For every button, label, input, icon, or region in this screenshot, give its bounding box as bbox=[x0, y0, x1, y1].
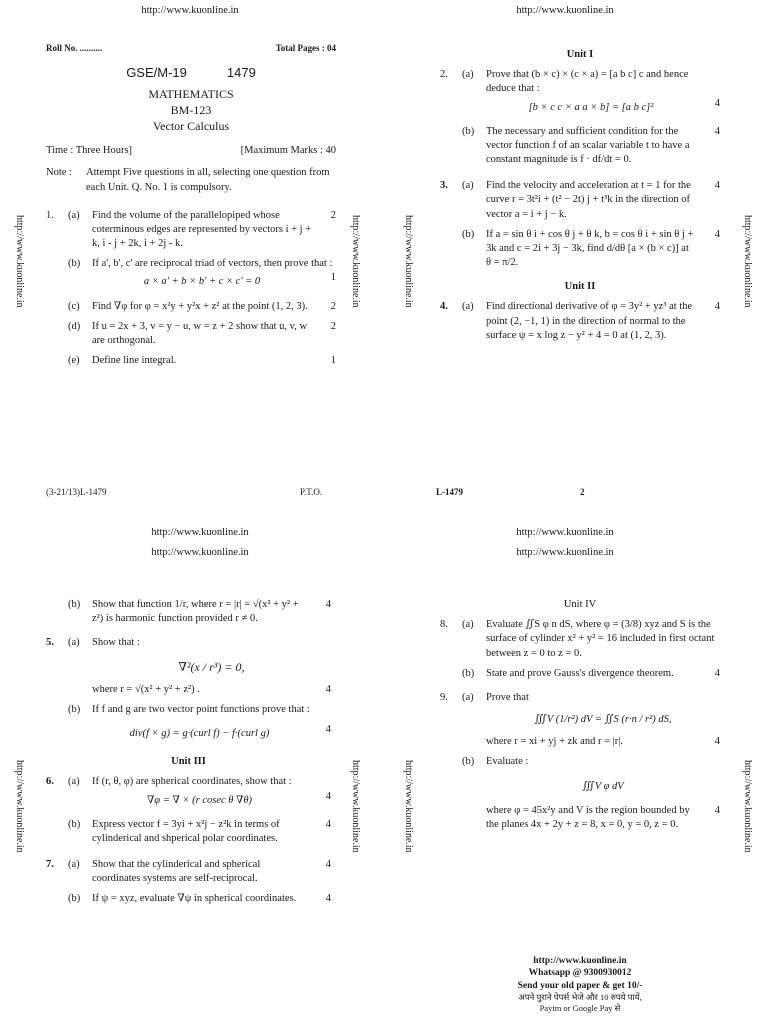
header-url-left[interactable]: http://www.kuonline.in bbox=[141, 5, 239, 16]
formula: ∭V (1/r²) dV = ∬S (r·n / r²) dS, bbox=[534, 714, 672, 726]
page-2 bbox=[440, 48, 720, 343]
side-url: http://www.kuonline.in bbox=[403, 215, 414, 308]
question-number: 7. bbox=[46, 859, 54, 871]
formula: ∭V φ dV bbox=[582, 780, 624, 792]
question-text: Show that : bbox=[92, 637, 140, 649]
question-text: If (r, θ, φ) are spherical coordinates, show that : bbox=[92, 776, 292, 788]
header-url-mid-left-2[interactable]: http://www.kuonline.in bbox=[151, 547, 249, 558]
promo-block bbox=[480, 955, 680, 1014]
marks: 4 bbox=[714, 97, 720, 109]
part-label: (a) bbox=[68, 209, 80, 221]
paper-number: 1479 bbox=[226, 65, 256, 81]
page-1-footer-right: P.T.O. bbox=[300, 487, 323, 497]
question-text: The necessary and sufficient condition for the vector function f of an scalar variable t to have a constant magnitude is f · df/dt = 0. bbox=[486, 125, 690, 166]
paper-title: Vector Calculus bbox=[152, 119, 230, 134]
part-label: (a) bbox=[462, 301, 474, 313]
formula-where: where r = xi + yj + zk and r = |r|. bbox=[486, 736, 623, 748]
question-text: If ψ = xyz, evaluate ∇ψ in spherical coordinates. bbox=[92, 893, 297, 905]
part-label: (a) bbox=[462, 180, 474, 192]
side-url: http://www.kuonline.in bbox=[350, 215, 361, 308]
question-text: If a = sin θ i + cos θ j + θ k, b = cos θ i + sin θ j + 3k and c = 2i + 3j − 3k, find d/dθ [a × (b × c)] at θ = π/2. bbox=[486, 228, 694, 269]
marks: 4 bbox=[325, 818, 331, 830]
question-9b bbox=[440, 755, 720, 769]
question-5b bbox=[46, 703, 331, 717]
promo-whatsapp: Whatsapp @ 9300930012 bbox=[528, 968, 632, 979]
paper-code: BM-123 bbox=[170, 102, 212, 117]
formula: ∇φ = ∇ × (r cosec θ ∇θ) bbox=[146, 794, 253, 806]
question-3b bbox=[440, 228, 720, 271]
part-label: (b) bbox=[68, 893, 81, 905]
formula: ∇²(x / r³) = 0, bbox=[178, 659, 245, 674]
side-url: http://www.kuonline.in bbox=[350, 760, 361, 853]
question-1c bbox=[46, 300, 336, 314]
marks: 4 bbox=[714, 736, 720, 748]
question-number: 2. bbox=[440, 69, 448, 81]
question-text: If a', b', c' are reciprocal triad of vectors, then prove that : bbox=[92, 258, 333, 270]
marks: 4 bbox=[714, 125, 720, 137]
part-label: (b) bbox=[68, 703, 81, 715]
question-text: If f and g are two vector point functions prove that : bbox=[92, 703, 310, 715]
part-label: (a) bbox=[462, 619, 474, 631]
marks: 1 bbox=[330, 355, 336, 367]
page-2-footer-left: L-1479 bbox=[436, 487, 463, 497]
part-label: (a) bbox=[68, 637, 80, 649]
question-text: Evaluate ∬S φ n dS, where φ = (3/8) xyz and S is the surface of cylinder x² + y² = 16 included in first octant between z = 0 to z = 0. bbox=[486, 619, 715, 659]
part-label: (b) bbox=[68, 599, 81, 610]
question-4b bbox=[46, 598, 331, 626]
marks: 4 bbox=[714, 180, 720, 192]
marks: 4 bbox=[714, 228, 720, 240]
side-url: http://www.kuonline.in bbox=[403, 760, 414, 853]
question-text: Find directional derivative of φ = 3y² + yz³ at the point (2, −1, 1) in the direction of normal to the surface ψ = x log z − y² + 4 = 0 at (1, 2, 3). bbox=[486, 301, 693, 341]
question-4a bbox=[440, 300, 720, 343]
question-text: If u = 2x + 3, v = y − u, w = z + 2 show that u, v, w are orthogonal. bbox=[92, 320, 308, 346]
header-url-right[interactable]: http://www.kuonline.in bbox=[516, 5, 614, 16]
marks: 4 bbox=[325, 790, 331, 802]
promo-offer: Send your old paper & get 10/- bbox=[517, 980, 643, 991]
question-text: Prove that bbox=[486, 691, 529, 703]
unit-heading: Unit II bbox=[564, 281, 596, 293]
page-4 bbox=[440, 598, 720, 832]
side-url: http://www.kuonline.in bbox=[14, 215, 25, 308]
page-number: 2 bbox=[580, 487, 585, 497]
part-label: (b) bbox=[68, 258, 81, 270]
page-1 bbox=[46, 42, 336, 368]
question-text: Evaluate : bbox=[486, 756, 529, 768]
total-pages: Total Pages : 04 bbox=[275, 43, 336, 53]
exam-code: GSE/M-19 bbox=[126, 65, 187, 81]
part-label: (a) bbox=[462, 691, 474, 703]
part-label: (a) bbox=[68, 776, 80, 788]
header-url-mid-right-1[interactable]: http://www.kuonline.in bbox=[516, 527, 614, 538]
part-label: (a) bbox=[68, 859, 80, 871]
marks: 4 bbox=[325, 893, 331, 905]
part-label: (e) bbox=[68, 355, 80, 367]
promo-url[interactable]: http://www.kuonline.in bbox=[533, 956, 627, 966]
question-1e bbox=[46, 354, 336, 368]
side-url: http://www.kuonline.in bbox=[14, 760, 25, 853]
question-text: Express vector f = 3yi + x²j − z²k in terms of cylinderical and shperical polar coordinates. bbox=[92, 818, 280, 844]
question-number: 5. bbox=[46, 637, 54, 649]
formula: div(f × g) = g·(curl f) − f·(curl g) bbox=[129, 728, 270, 740]
header-url-mid-right-2[interactable]: http://www.kuonline.in bbox=[516, 547, 614, 558]
question-number: 8. bbox=[440, 619, 448, 631]
part-label: (b) bbox=[462, 125, 475, 137]
question-8a bbox=[440, 618, 720, 661]
marks: 2 bbox=[330, 320, 336, 332]
unit-heading: Unit III bbox=[171, 756, 206, 768]
marks: 4 bbox=[325, 859, 331, 871]
marks: 2 bbox=[330, 300, 336, 312]
formula: [b × c c × a a × b] = [a b c]² bbox=[528, 101, 654, 113]
question-7b bbox=[46, 892, 331, 906]
marks: 4 bbox=[325, 599, 331, 610]
question-7a bbox=[46, 858, 331, 886]
subject: MATHEMATICS bbox=[148, 86, 234, 101]
header-url-mid-left-1[interactable]: http://www.kuonline.in bbox=[151, 527, 249, 538]
part-label: (b) bbox=[68, 818, 81, 830]
question-text: Find ∇φ for φ = x²y + y²x + z² at the point (1, 2, 3). bbox=[92, 300, 308, 312]
part-label: (b) bbox=[462, 756, 475, 768]
part-label: (a) bbox=[462, 69, 474, 81]
question-text: Show that function 1/r, where r = |r| = √(x² + y² + z²) is harmonic function provided r ≠ 0. bbox=[92, 599, 299, 625]
time-label: Time : Three Hours] bbox=[46, 145, 133, 157]
question-number: 9. bbox=[440, 691, 448, 703]
question-9a bbox=[440, 691, 720, 705]
question-5a bbox=[46, 636, 331, 650]
formula-where: where r = √(x² + y² + z²) . bbox=[92, 683, 200, 695]
question-2b bbox=[440, 125, 720, 168]
marks: 4 bbox=[325, 724, 331, 736]
part-label: (b) bbox=[462, 667, 475, 679]
side-url: http://www.kuonline.in bbox=[742, 215, 753, 308]
marks: 4 bbox=[714, 804, 720, 816]
question-number: 4. bbox=[440, 301, 448, 313]
question-3a bbox=[440, 179, 720, 222]
part-label: (c) bbox=[68, 300, 80, 312]
question-6a bbox=[46, 775, 331, 789]
question-number: 3. bbox=[440, 180, 448, 192]
question-number: 6. bbox=[46, 776, 54, 788]
question-6b bbox=[46, 818, 331, 846]
marks: 2 bbox=[330, 209, 336, 221]
note-text: Attempt Five questions in all, selecting one question from each Unit. Q. No. 1 is compulsory. bbox=[86, 167, 330, 193]
note-label: Note : bbox=[46, 167, 72, 179]
formula: a × a' + b × b' + c × c' = 0 bbox=[143, 276, 261, 288]
question-2a bbox=[440, 68, 720, 96]
marks: 4 bbox=[714, 667, 720, 679]
promo-offer-hindi: अपने पुराने पेपर्स भेजे और 10 रुपये पायें, bbox=[518, 992, 642, 1003]
page-3 bbox=[46, 598, 331, 907]
question-8b bbox=[440, 667, 720, 681]
question-text: Find the volume of the parallelopiped whose coterminous edges are represented by vectors i + j + k, i - j + 2k, i + 2j - k. bbox=[92, 209, 312, 250]
question-number: 1. bbox=[46, 209, 54, 221]
question-1d bbox=[46, 320, 336, 348]
unit-heading: Unit I bbox=[566, 49, 594, 60]
marks: 4 bbox=[325, 683, 331, 695]
marks: 4 bbox=[714, 301, 720, 313]
formula-where: where φ = 45x²y and V is the region bounded by the planes 4x + 2y + z = 8, x = 0, y = 0, z = 0. bbox=[486, 804, 690, 830]
question-text: Find the velocity and acceleration at t = 1 for the curve r = 3t²i + (t² − 2t) j + t³k in the direction of vector a = i + j − k. bbox=[486, 180, 691, 220]
question-text: State and prove Gauss's divergence theorem. bbox=[486, 667, 674, 679]
side-url: http://www.kuonline.in bbox=[742, 760, 753, 853]
max-marks: [Maximum Marks : 40 bbox=[240, 145, 336, 157]
page-1-footer-left: (3-21/13)L-1479 bbox=[46, 487, 107, 497]
question-1b bbox=[46, 257, 336, 271]
unit-heading: Unit IV bbox=[563, 599, 597, 610]
question-text: Prove that (b × c) × (c × a) = [a b c] c and hence deduce that : bbox=[486, 69, 689, 95]
roll-number: Roll No. .......... bbox=[46, 43, 103, 53]
question-1a bbox=[46, 209, 336, 252]
part-label: (b) bbox=[462, 228, 475, 240]
question-text: Show that the cylinderical and spherical coordinates systems are self-reciprocal. bbox=[92, 859, 261, 885]
question-text: Define line integral. bbox=[92, 355, 177, 367]
part-label: (d) bbox=[68, 320, 81, 332]
promo-payment: Paytm or Google Pay से bbox=[539, 1003, 621, 1014]
marks: 1 bbox=[330, 272, 336, 284]
